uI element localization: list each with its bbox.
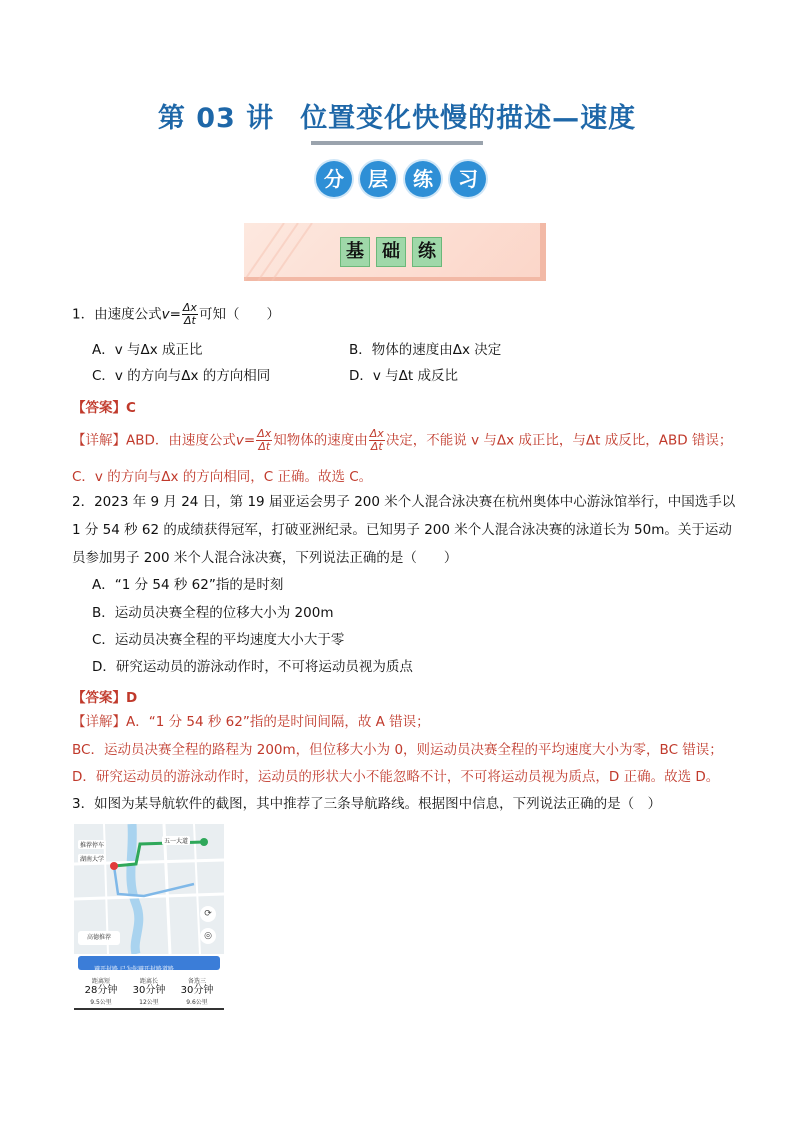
route-1-distance: 9.5公里 [90, 999, 112, 1006]
avoid-closure-bar[interactable] [78, 956, 220, 973]
route-2-time: 30分钟 [132, 985, 166, 996]
route-3-distance: 9.6公里 [186, 999, 208, 1006]
badge-3: 练 [405, 161, 441, 197]
q1-formula-num: Δx [182, 301, 197, 314]
q1-option-b[interactable]: B．物体的速度由Δx 决定 [349, 342, 502, 358]
title-divider [311, 141, 483, 145]
section-char-3: 练 [412, 237, 442, 267]
route-option-2[interactable] [126, 976, 172, 1006]
section-label [340, 237, 440, 267]
map-place-label: 湖南大学 [80, 856, 105, 863]
q1-exp-v: v [235, 432, 244, 449]
q2-explanation-1: 【详解】A．“1 分 54 秒 62”指的是时间间隔，故 A 错误； [72, 714, 430, 730]
q1-exp-formula-1-den: Δt [258, 440, 271, 453]
route-1-name: 距离短 [91, 978, 110, 985]
avoid-closure-text: 避开封路 已为你避开封路道路 [94, 966, 174, 973]
route-option-1[interactable] [78, 976, 124, 1006]
route-2-distance: 12公里 [139, 999, 159, 1006]
q1-exp-formula-2 [369, 428, 385, 453]
q2-option-c[interactable]: C．运动员决赛全程的平均速度大小大于零 [92, 632, 345, 648]
q1-exp-pre: 【详解】ABD．由速度公式 [72, 432, 236, 449]
q1-stem-pre: 1．由速度公式 [72, 306, 162, 323]
q3-stem: 3．如图为某导航软件的截图，其中推荐了三条导航路线。根据图中信息，下列说法正确的是（ ） [72, 796, 662, 812]
route-3-name: 备选三 [187, 978, 206, 985]
q1-exp-formula-2-den: Δt [370, 440, 383, 453]
route-option-3[interactable] [174, 976, 220, 1006]
map-parking-tag: 推荐停车 [80, 842, 105, 849]
practice-badges [316, 161, 496, 199]
q2-explanation-3: D．研究运动员的游泳动作时，运动员的形状大小不能忽略不计，不可将运动员视为质点，D 正确。故选 D。 [72, 769, 720, 785]
map-locate-icon[interactable]: ◎ [200, 928, 216, 944]
q2-stem-line-2: 1 分 54 秒 62 的成绩获得冠军，打破亚洲纪录。已知男子 200 米个人混合泳决赛的泳道长为 50m。关于运动 [72, 522, 732, 538]
q1-option-a[interactable]: A．v 与Δx 成正比 [92, 342, 203, 358]
section-char-2: 础 [376, 237, 406, 267]
q1-explanation-1 [72, 428, 732, 453]
q2-option-d[interactable]: D．研究运动员的游泳动作时，不可将运动员视为质点 [92, 659, 413, 675]
map-rotate-icon[interactable]: ⟳ [200, 906, 216, 922]
route-3-time: 30分钟 [180, 985, 214, 996]
q1-stem [72, 302, 280, 327]
page-title [0, 96, 794, 135]
section-banner [244, 223, 546, 281]
badge-2: 层 [360, 161, 396, 197]
lecture-title: 位置变化快慢的描述—速度 [300, 103, 637, 134]
lecture-number: 第 03 讲 [157, 103, 275, 134]
q1-exp-post: 决定，不能说 v 与Δx 成正比，与Δt 成反比，ABD 错误； [385, 432, 733, 449]
q2-stem-line-1: 2．2023 年 9 月 24 日，第 19 届亚运会男子 200 米个人混合泳决赛在杭州奥体中心游泳馆举行，中国选手以 [72, 494, 736, 510]
q1-answer: 【答案】C [72, 400, 136, 416]
q1-explanation-2: C．v 的方向与Δx 的方向相同，C 正确。故选 C。 [72, 469, 373, 485]
q1-exp-formula-1 [256, 428, 272, 453]
q2-option-a[interactable]: A．“1 分 54 秒 62”指的是时刻 [92, 577, 284, 593]
q1-exp-formula-2-num: Δx [369, 427, 384, 440]
q2-stem-line-3: 员参加男子 200 米个人混合泳决赛，下列说法正确的是（ ） [72, 550, 458, 566]
q1-exp-eq: = [243, 432, 256, 449]
badge-1: 分 [316, 161, 352, 197]
q1-exp-mid: 知物体的速度由 [273, 432, 368, 449]
q2-option-b[interactable]: B．运动员决赛全程的位移大小为 200m [92, 605, 334, 621]
q1-option-d[interactable]: D．v 与Δt 成反比 [349, 368, 458, 384]
q1-exp-formula-1-num: Δx [257, 427, 272, 440]
q1-formula-den: Δt [184, 314, 196, 327]
q1-stem-eq: = [169, 306, 181, 323]
route-2-name: 距离长 [139, 978, 158, 985]
q1-formula [182, 302, 198, 327]
q2-explanation-2: BC．运动员决赛全程的路程为 200m，但位移大小为 0，则运动员决赛全程的平均速度大小为零，BC 错误； [72, 742, 723, 758]
section-char-1: 基 [340, 237, 370, 267]
recommend-dropdown[interactable]: 高德推荐 [78, 931, 120, 945]
q1-option-c[interactable]: C．v 的方向与Δx 的方向相同 [92, 368, 271, 384]
q2-answer: 【答案】D [72, 690, 138, 706]
map-road-label: 五一大道 [164, 838, 189, 845]
q1-stem-post: 可知（ ） [198, 306, 280, 323]
navigation-map-screenshot [74, 824, 224, 1010]
badge-4: 习 [450, 161, 486, 197]
q1-stem-v: v [161, 306, 170, 323]
route-1-time: 28分钟 [84, 985, 118, 996]
